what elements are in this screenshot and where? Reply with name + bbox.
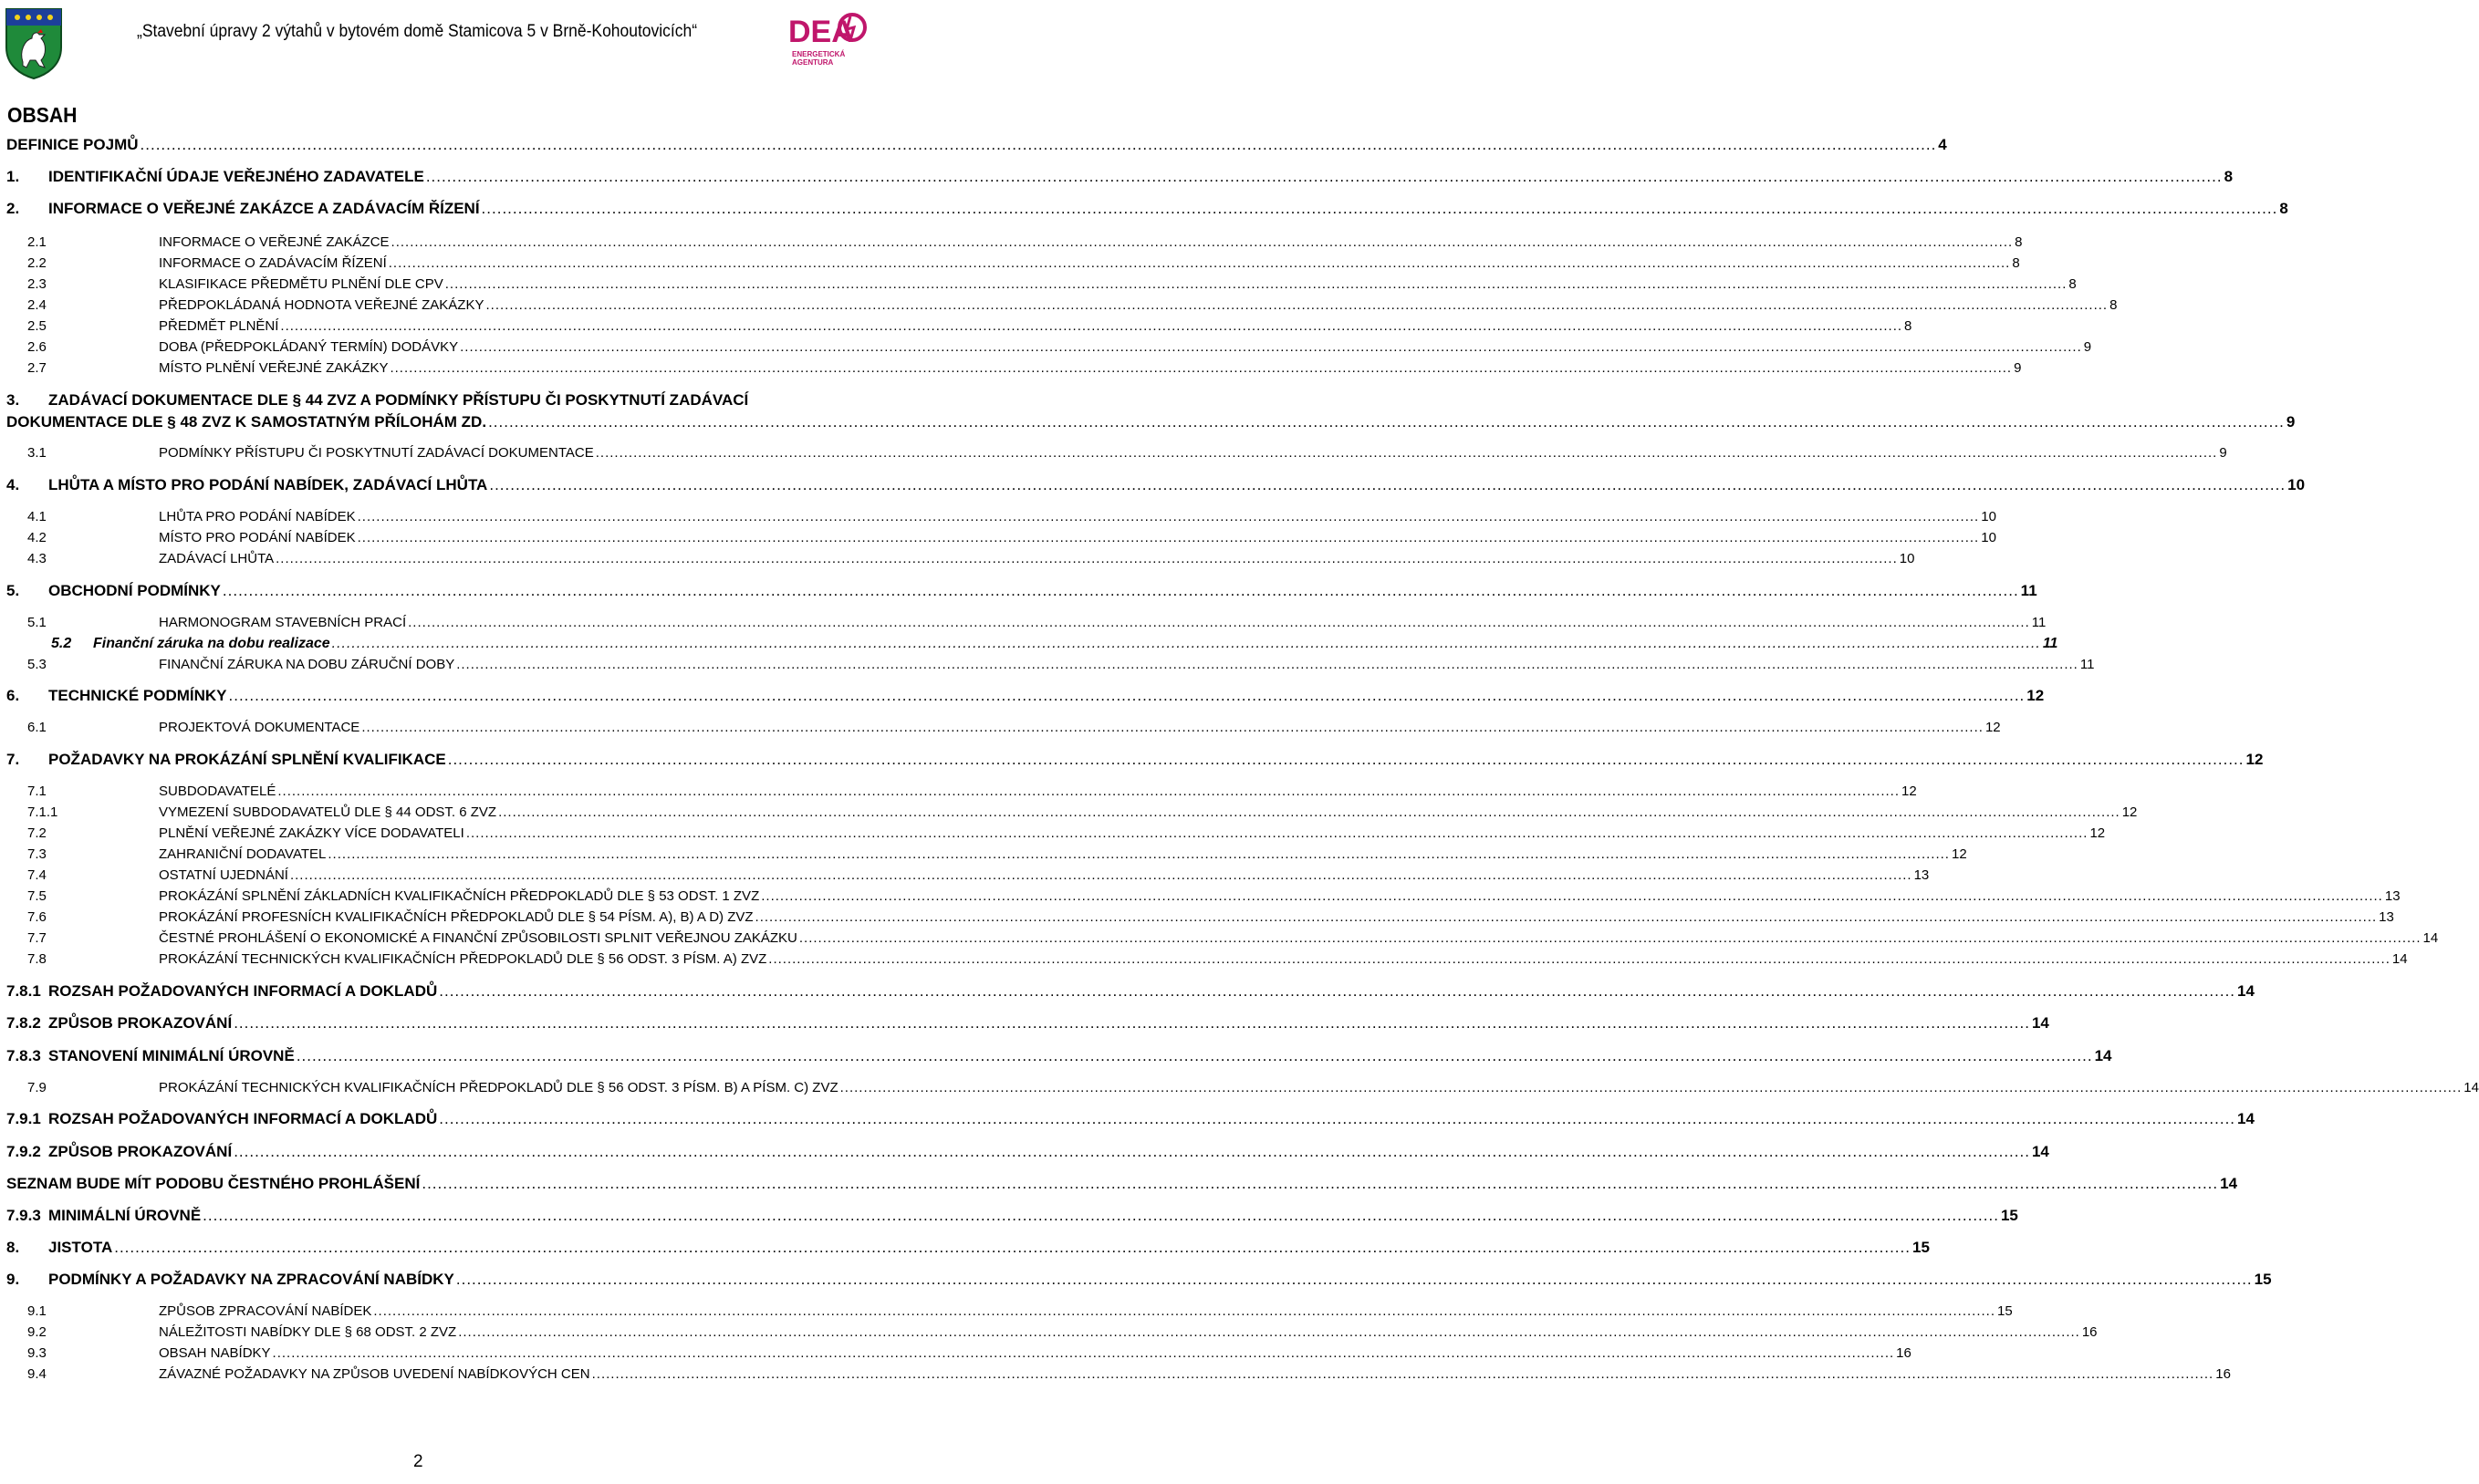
toc-entry-title: ZPŮSOB ZPRACOVÁNÍ NABÍDEK [159,1303,372,1319]
dot-leader [592,1365,2214,1383]
dot-leader [276,550,1898,567]
dot-leader [445,275,2068,293]
dot-leader [840,1079,2463,1096]
contents-heading: OBSAH [7,103,78,127]
toc-entry-number: 9.2 [27,1324,47,1340]
toc-entry-title: PLNĚNÍ VEŘEJNÉ ZAKÁZKY VÍCE DODAVATELI [159,825,464,841]
dot-leader [458,1323,2080,1341]
toc-entry-7-8[interactable] [27,950,2408,968]
toc-entry-number: 7.8.1 [6,982,41,1000]
toc-entry-title: POŽADAVKY NA PROKÁZÁNÍ SPLNĚNÍ KVALIFIKACE [48,751,446,768]
toc-entry-title: SUBDODAVATELÉ [159,784,276,799]
toc-entry-7-9-1[interactable] [6,1109,2255,1128]
toc-entry-title: ROZSAH POŽADOVANÝCH INFORMACÍ A DOKLADŮ [48,982,438,1000]
dot-leader [799,929,2422,947]
toc-entry-page: 9 [2014,360,2022,376]
dot-leader [203,1206,1999,1225]
toc-entry-7-9-3[interactable] [6,1206,2018,1225]
toc-entry-title: PŘEDMĚT PLNĚNÍ [159,318,279,334]
toc-entry-page: 15 [1911,1239,1930,1256]
toc-entry-number: 7. [6,751,20,768]
toc-entry-page: 14 [2094,1047,2112,1064]
toc-entry-number: 7.9.1 [6,1110,41,1127]
toc-entry-number: 7.1 [27,784,47,799]
toc-entry-number: 8. [6,1239,20,1256]
toc-entry-5-3[interactable] [27,656,2095,673]
toc-entry-title: PŘEDPOKLÁDANÁ HODNOTA VEŘEJNÉ ZAKÁZKY [159,297,484,313]
toc-entry-7-4[interactable] [27,867,1930,884]
toc-entry-title: SEZNAM BUDE MÍT PODOBU ČESTNÉHO PROHLÁŠENÍ [6,1175,421,1192]
dot-leader [439,1109,2235,1128]
toc-entry-page: 8 [2015,234,2023,250]
dot-leader [391,233,2014,251]
toc-entry-title: MINIMÁLNÍ ÚROVNĚ [48,1207,202,1224]
toc-entry-7-8-2[interactable] [6,1013,2049,1033]
toc-entry-page: 12 [2121,804,2138,820]
dot-leader [488,412,2285,431]
dot-leader [456,656,2078,673]
toc-entry-page: 14 [2220,1175,2238,1192]
dot-leader [466,825,2088,842]
toc-entry-page: 14 [2031,1014,2049,1032]
dot-leader [596,444,2218,462]
toc-entry-number: 9.3 [27,1345,47,1361]
toc-entry-page: 13 [1913,867,1930,883]
toc-entry[interactable] [6,1174,2238,1193]
toc-entry-title: NÁLEŽITOSTI NABÍDKY DLE § 68 ODST. 2 ZVZ [159,1324,457,1340]
toc-entry-page: 9 [2083,339,2092,355]
toc-entry-title: PROJEKTOVÁ DOKUMENTACE [159,720,360,735]
toc-entry-title: ZAHRANIČNÍ DODAVATEL [159,846,327,862]
toc-entry-number: 4. [6,476,20,493]
toc-entry-number: 7.9.2 [6,1143,41,1160]
toc-entry-title: JISTOTA [48,1239,113,1256]
toc-entry-title: PODMÍNKY A POŽADAVKY NA ZPRACOVÁNÍ NABÍDKY [48,1271,454,1288]
toc-entry-number: 4.2 [27,530,47,545]
toc-entry-9-2[interactable] [27,1323,2098,1341]
toc-entry-title: DEFINICE POJMŮ [6,136,139,153]
toc-entry-5-2[interactable] [51,635,2058,652]
toc-entry-page: 10 [1981,509,1996,524]
toc-entry-page: 4 [1938,136,1947,153]
toc-entry-7-6[interactable] [27,908,2394,926]
toc-entry-title: DOKUMENTACE DLE § 48 ZVZ K SAMOSTATNÝM PŘÍLOHÁM ZD. [6,413,487,431]
toc-entry-number: 2.1 [27,234,47,250]
toc-entry-number: 9.1 [27,1303,47,1319]
dot-leader [114,1238,1911,1257]
toc-entry-title: ZPŮSOB PROKAZOVÁNÍ [48,1014,233,1032]
svg-text:ENERGETICKÁ: ENERGETICKÁ [792,50,846,58]
dot-leader [373,1302,1995,1320]
dot-leader [389,254,2011,272]
toc-entry-number: 7.7 [27,930,47,946]
toc-entry-page: 8 [2109,297,2118,313]
toc-entry-title: PROKÁZÁNÍ TECHNICKÝCH KVALIFIKAČNÍCH PŘEDPOKLADŮ DLE § 56 ODST. 3 PÍSM. B) A PÍSM. C) ZVZ [159,1080,838,1095]
page-number: 2 [413,1452,423,1471]
toc-entry-4-2[interactable] [27,529,1996,546]
dot-leader [482,199,2278,218]
toc-entry-number: 2.3 [27,276,47,292]
toc-entry-title: ZPŮSOB PROKAZOVÁNÍ [48,1143,233,1160]
toc-entry-number: 5.2 [51,636,72,651]
toc-entry-7-8-1[interactable] [6,981,2255,1001]
toc-entry-number: 2.7 [27,360,47,376]
toc-entry-7-1[interactable] [27,783,1917,800]
dot-leader [768,950,2390,968]
toc-entry-page: 8 [2012,255,2020,271]
toc-entry-title: ČESTNÉ PROHLÁŠENÍ O EKONOMICKÉ A FINANČNÍ ZPŮSOBILOSTI SPLNIT VEŘEJNOU ZAKÁZKU [159,930,797,946]
toc-entry-number: 2.6 [27,339,47,355]
toc-entry-7-5[interactable] [27,887,2401,905]
toc-entry-title: VYMEZENÍ SUBDODAVATELŮ DLE § 44 ODST. 6 ZVZ [159,804,497,820]
toc-entry-title: OBSAH NABÍDKY [159,1345,271,1361]
toc-entry-page: 14 [2237,982,2255,1000]
toc-entry-2-3[interactable] [27,275,2077,293]
toc-entry-5-1[interactable] [27,614,2047,631]
toc-entry-number: 2. [6,200,20,217]
toc-entry-page: 15 [2000,1207,2018,1224]
toc-entry-page: 14 [2463,1080,2479,1095]
toc-entry-number: 5. [6,582,20,599]
dot-leader [277,783,1900,800]
toc-entry-7-1-1[interactable] [27,804,2138,821]
toc-entry-number: 5.3 [27,657,47,672]
dot-leader [460,338,2082,356]
toc-entry-title: INFORMACE O VEŘEJNÉ ZAKÁZCE A ZADÁVACÍM ŘÍZENÍ [48,200,480,217]
dot-leader [448,750,2245,769]
toc-entry-8[interactable] [6,1238,1930,1257]
toc-entry-number: 7.8 [27,951,47,967]
toc-entry-page: 14 [2391,951,2408,967]
dot-leader [223,581,2019,600]
toc-entry-6[interactable] [6,686,2045,705]
svg-text:AGENTURA: AGENTURA [792,58,834,67]
toc-entry-page: 15 [1997,1303,2013,1319]
toc-entry-page: 8 [2224,168,2234,185]
toc-entry-title: ZADÁVACÍ DOKUMENTACE DLE § 44 ZVZ A PODMÍNKY PŘÍSTUPU ČI POSKYTNUTÍ ZADÁVACÍ [48,391,749,409]
toc-entry-9-4[interactable] [27,1365,2231,1383]
toc-entry-number: 2.2 [27,255,47,271]
toc-entry-title: PROKÁZÁNÍ TECHNICKÝCH KVALIFIKAČNÍCH PŘEDPOKLADŮ DLE § 56 ODST. 3 PÍSM. A) ZVZ [159,951,767,967]
dot-leader [390,359,2012,377]
toc-entry-number: 2.4 [27,297,47,313]
toc-entry-4-1[interactable] [27,508,1996,525]
toc-entry-title: STANOVENÍ MINIMÁLNÍ ÚROVNĚ [48,1047,295,1064]
dot-leader [761,887,2383,905]
dot-leader [489,475,2286,494]
toc-entry-page: 12 [1951,846,1967,862]
toc-entry-title: FINANČNÍ ZÁRUKA NA DOBU ZÁRUČNÍ DOBY [159,657,455,672]
dot-leader [273,1344,1895,1362]
dot-leader [358,508,1980,525]
toc-entry-title: PROKÁZÁNÍ SPLNĚNÍ ZÁKLADNÍCH KVALIFIKAČNÍCH PŘEDPOKLADŮ DLE § 53 ODST. 1 ZVZ [159,888,760,904]
toc-entry-number: 7.6 [27,909,47,925]
toc-entry-1[interactable] [6,167,2234,186]
toc-entry-title: HARMONOGRAM STAVEBNÍCH PRACÍ [159,615,407,630]
toc-entry-page: 12 [2026,687,2045,704]
toc-entry-number: 7.8.2 [6,1014,41,1032]
toc-entry-page: 11 [2042,636,2058,651]
toc-entry-title: INFORMACE O ZADÁVACÍM ŘÍZENÍ [159,255,387,271]
dot-leader [234,1013,2030,1033]
toc-entry-3-line1[interactable] [6,390,748,410]
toc-entry-number: 6. [6,687,20,704]
dot-leader [234,1142,2030,1161]
dot-leader [485,296,2108,314]
dot-leader [358,529,1980,546]
toc-entry-2-7[interactable] [27,359,2022,377]
svg-text:DEA: DEA [788,15,854,49]
dot-leader [297,1046,2093,1065]
toc-entry-7-8-3[interactable] [6,1046,2112,1065]
toc-entry-number: 4.1 [27,509,47,524]
toc-entry-2-4[interactable] [27,296,2118,314]
toc-entry-3[interactable] [6,412,2296,431]
toc-entry-number: 7.1.1 [27,804,58,820]
toc-entry-number: 3.1 [27,445,47,461]
toc-entry-2-1[interactable] [27,233,2023,251]
toc-entry-page: 8 [2279,200,2288,217]
toc-entry-page: 14 [2422,930,2439,946]
toc-entry-number: 5.1 [27,615,47,630]
dot-leader [422,1174,2218,1193]
toc-entry-number: 7.3 [27,846,47,862]
toc-entry-title: ZÁVAZNÉ POŽADAVKY NA ZPŮSOB UVEDENÍ NABÍDKOVÝCH CEN [159,1366,590,1382]
toc-entry-title: PROKÁZÁNÍ PROFESNÍCH KVALIFIKAČNÍCH PŘEDPOKLADŮ DLE § 54 PÍSM. A), B) A D) ZVZ [159,909,754,925]
toc-entry-page: 10 [1899,551,1915,566]
toc-entry-page: 14 [2237,1110,2255,1127]
toc-entry-number: 2.5 [27,318,47,334]
dot-leader [439,981,2235,1001]
dot-leader [328,846,1950,863]
toc-entry-7-9[interactable] [27,1079,2479,1096]
toc-entry-page: 12 [1901,784,1917,799]
toc-entry-title: PODMÍNKY PŘÍSTUPU ČI POSKYTNUTÍ ZADÁVACÍ DOKUMENTACE [159,445,594,461]
toc-entry-9[interactable] [6,1270,2272,1289]
dot-leader [290,867,1912,884]
toc-entry-title: Finanční záruka na dobu realizace [93,636,330,651]
dot-leader [332,635,2041,652]
toc-entry-number: 9. [6,1271,20,1288]
document-title: „Stavební úpravy 2 výtahů v bytovém domě Stamicova 5 v Brně-Kohoutovicích“ [137,22,698,41]
dot-leader [408,614,2030,631]
toc-entry-4[interactable] [6,475,2306,494]
toc-entry-9-3[interactable] [27,1344,1911,1362]
dot-leader [456,1270,2253,1289]
toc-entry-title: INFORMACE O VEŘEJNÉ ZAKÁZCE [159,234,390,250]
toc-entry-title: KLASIFIKACE PŘEDMĚTU PLNĚNÍ DLE CPV [159,276,443,292]
toc-entry-5[interactable] [6,581,2037,600]
toc-entry-title: ROZSAH POŽADOVANÝCH INFORMACÍ A DOKLADŮ [48,1110,438,1127]
toc-entry-page: 11 [2079,657,2095,672]
toc-entry-title: MÍSTO PLNĚNÍ VEŘEJNÉ ZAKÁZKY [159,360,389,376]
dot-leader [361,719,1984,736]
toc-entry-7-9-2[interactable] [6,1142,2049,1161]
dot-leader [498,804,2120,821]
dot-leader [280,317,1902,335]
toc-entry-number: 1. [6,168,20,185]
toc-entry-number: 7.5 [27,888,47,904]
toc-entry-7-2[interactable] [27,825,2106,842]
toc-entry-title: ZADÁVACÍ LHŮTA [159,551,275,566]
toc-entry-2-2[interactable] [27,254,2020,272]
toc-entry-title: TECHNICKÉ PODMÍNKY [48,687,227,704]
toc-entry-7[interactable] [6,750,2264,769]
toc-entry-2[interactable] [6,199,2288,218]
toc-entry-page: 13 [2379,909,2394,925]
toc-entry-number: 7.2 [27,825,47,841]
toc-entry-number: 4.3 [27,551,47,566]
toc-entry-page: 10 [2287,476,2306,493]
toc-entry-page: 8 [1904,318,1912,334]
toc-entry-page: 16 [2215,1366,2231,1382]
toc-entry-page: 11 [2031,615,2047,630]
toc-entry-page: 16 [2081,1324,2098,1340]
toc-entry-3-1[interactable] [27,444,2227,462]
toc-entry-2-6[interactable] [27,338,2092,356]
toc-entry-4-3[interactable] [27,550,1915,567]
toc-entry-page: 8 [2068,276,2077,292]
toc-entry-page: 12 [2245,751,2264,768]
toc-entry-page: 12 [1984,720,2001,735]
dot-leader [229,686,2026,705]
toc-entry-number: 3. [6,391,20,409]
toc-entry-page: 11 [2020,582,2037,599]
toc-entry-page: 9 [2286,413,2296,431]
dot-leader [141,135,1937,154]
toc-entry-number: 7.8.3 [6,1047,41,1064]
dot-leader [426,167,2223,186]
toc-entry-page: 15 [2254,1271,2272,1288]
toc-entry-number: 6.1 [27,720,47,735]
toc-entry-title: OSTATNÍ UJEDNÁNÍ [159,867,288,883]
toc-entry-title: OBCHODNÍ PODMÍNKY [48,582,221,599]
toc-entry-7-3[interactable] [27,846,1967,863]
toc-entry-title: IDENTIFIKAČNÍ ÚDAJE VEŘEJNÉHO ZADAVATELE [48,168,424,185]
toc-entry-9-1[interactable] [27,1302,2013,1320]
toc-entry-number: 7.9 [27,1080,47,1095]
toc-entry-number: 7.9.3 [6,1207,41,1224]
toc-entry-title: MÍSTO PRO PODÁNÍ NABÍDEK [159,530,356,545]
toc-entry-number: 7.4 [27,867,47,883]
toc-entry-2-5[interactable] [27,317,1912,335]
toc-entry-6-1[interactable] [27,719,2001,736]
toc-entry-page: 10 [1981,530,1996,545]
toc-entry-page: 9 [2219,445,2227,461]
toc-entry-page: 12 [2089,825,2106,841]
toc-entry-title: LHŮTA A MÍSTO PRO PODÁNÍ NABÍDEK, ZADÁVACÍ LHŮTA [48,476,488,493]
toc-entry-title: DOBA (PŘEDPOKLÁDANÝ TERMÍN) DODÁVKY [159,339,459,355]
dot-leader [755,908,2378,926]
toc-entry[interactable] [6,135,1947,154]
toc-entry-page: 16 [1896,1345,1911,1361]
toc-entry-page: 14 [2031,1143,2049,1160]
toc-entry-7-7[interactable] [27,929,2439,947]
toc-entry-page: 13 [2384,888,2401,904]
toc-entry-number: 9.4 [27,1366,47,1382]
toc-entry-title: LHŮTA PRO PODÁNÍ NABÍDEK [159,509,356,524]
